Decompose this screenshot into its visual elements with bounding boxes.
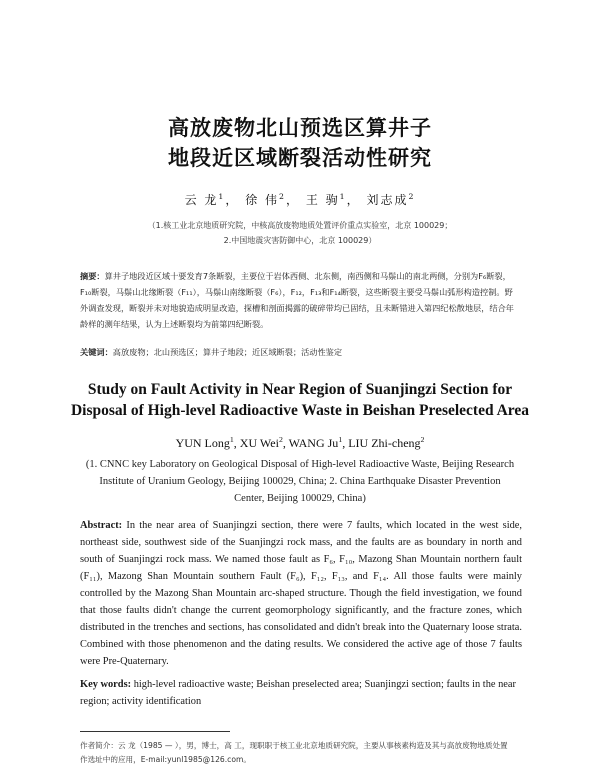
cn-author-list: 云 龙$^1$， 徐 伟$^2$， 王 驹$^1$， 刘志成$^2$ bbox=[184, 192, 416, 207]
cn-author-aff: 1 bbox=[339, 192, 347, 201]
footnote-divider bbox=[80, 731, 230, 732]
en-title-line-2: Disposal of High-level Radioactive Waste in Beishan Preselected Area bbox=[70, 402, 530, 419]
cn-author: 刘志成 bbox=[366, 193, 409, 207]
cn-author: 王 驹 bbox=[305, 193, 340, 207]
cn-author-aff: 2 bbox=[408, 192, 416, 201]
cn-author: 徐 伟 bbox=[245, 193, 280, 207]
en-author: XU Wei bbox=[239, 436, 279, 450]
cn-abstract-label: 摘要： bbox=[80, 271, 105, 281]
cn-abstract-text: 算井子地段近区域十要发育7条断裂，主要位于岩体西侧、北东侧，南西侧和马鬃山的南北两侧，分别为F₆断裂，F₁₀断裂，马鬃山北缘断裂（F₁₁），马鬃山南缘断裂（F₆），F₁₂，F₁₃和F₁₄断裂，这些断裂主要受马鬃山弧形构造控制。野外调查发现，断裂并未对地貌造成明显改造，探槽和剖面揭露的破碎带均已固结，且未断错进入第四纪松散地层，结合年龄样的测年结果，认为上述断裂均为前第四纪断裂。 bbox=[80, 271, 514, 329]
footnote-line-1: 作者简介：云 龙（1985 — ），男，博士，高 工，现职职于核工业北京地质研究院，主要从事核素构造及其与高放废物地质处置 bbox=[80, 741, 508, 750]
en-author-aff: 2 bbox=[278, 435, 283, 444]
en-affiliations: (1. CNNC key Laboratory on Geological Disposal of High-level Radioactive Waste, Beijing Research Institute of Uranium Geology, Beijing 100029, China; 2. China Earthquake Disaster Prevention Center, Beijing 100029, China) bbox=[85, 459, 515, 504]
footnote-line-2: 作选址中的应用，E-mail:yunl1985@126.com。 bbox=[80, 755, 251, 764]
author-footnote bbox=[80, 739, 525, 767]
cn-keywords-text: 高放废物；北山预选区；算井子地段；近区域断裂；活动性鉴定 bbox=[112, 347, 343, 357]
en-keywords-label: Key words: bbox=[80, 679, 132, 690]
en-author: WANG Ju bbox=[288, 436, 339, 450]
en-author-aff: 2 bbox=[420, 435, 425, 444]
en-keywords bbox=[80, 676, 522, 710]
en-abstract bbox=[80, 517, 522, 670]
cn-keywords bbox=[80, 347, 520, 358]
en-abstract-text: In the near area of Suanjingzi section, there were 7 faults, which located in the west side, northeast side, southwest side of the Suanjingzi rock mass, and the faults are as boundary in north and south of Suanjingzi rock mass. We named those fault as F₆, F₁₀, Mazong Shan Mountain northern fault (F₁₁), Mazong Shan Mountain southern Fault (F₆), F₁₂, F₁₃, and F₁₄. All those faults were mainly controlled by the Mazong Shan Mountain arc-shaped structure. Though the field investigation, we found that those faults didn't change the current geomorphology significantly, and the fracture zones, which distributed in the trenches and sections, has consolidated and didn't break into the Quaternary loose strata. Combined with those phenomenon and the dating results. We considered the active age of those 7 faults were Pre-Quaternary. bbox=[80, 520, 522, 667]
cn-author: 云 龙 bbox=[184, 193, 219, 207]
cn-author-aff: 1 bbox=[218, 192, 226, 201]
cn-author-aff: 2 bbox=[279, 192, 286, 201]
cn-abstract bbox=[80, 268, 520, 332]
cn-affiliation-line-1: （1.核工业北京地质研究院，中核高放废物地质处置评价重点实验室，北京 100029； bbox=[147, 221, 453, 230]
cn-title-line-2: 地段近区域断裂活动性研究 bbox=[168, 146, 432, 170]
cn-title-line-1: 高放废物北山预选区算井子 bbox=[168, 116, 432, 140]
en-title-line-1: Study on Fault Activity in Near Region of Suanjingzi Section for bbox=[87, 381, 513, 398]
cn-affiliation-line-2: 2.中国地震灾害防御中心，北京 100029） bbox=[223, 236, 377, 245]
en-abstract-label: Abstract: bbox=[80, 520, 123, 531]
en-author-list: YUN Long$^1$, XU Wei$^2$, WANG Ju$^1$, LIU Zhi-cheng$^2$ bbox=[175, 435, 425, 450]
cn-keywords-label: 关键词： bbox=[80, 347, 113, 357]
en-author-aff: 1 bbox=[338, 435, 343, 444]
en-author-aff: 1 bbox=[229, 435, 234, 444]
en-author: LIU Zhi-cheng bbox=[348, 436, 421, 450]
en-author: YUN Long bbox=[175, 436, 230, 450]
en-keywords-text: high-level radioactive waste; Beishan preselected area; Suanjingzi section; faults in the near region; activity identification bbox=[80, 679, 516, 707]
